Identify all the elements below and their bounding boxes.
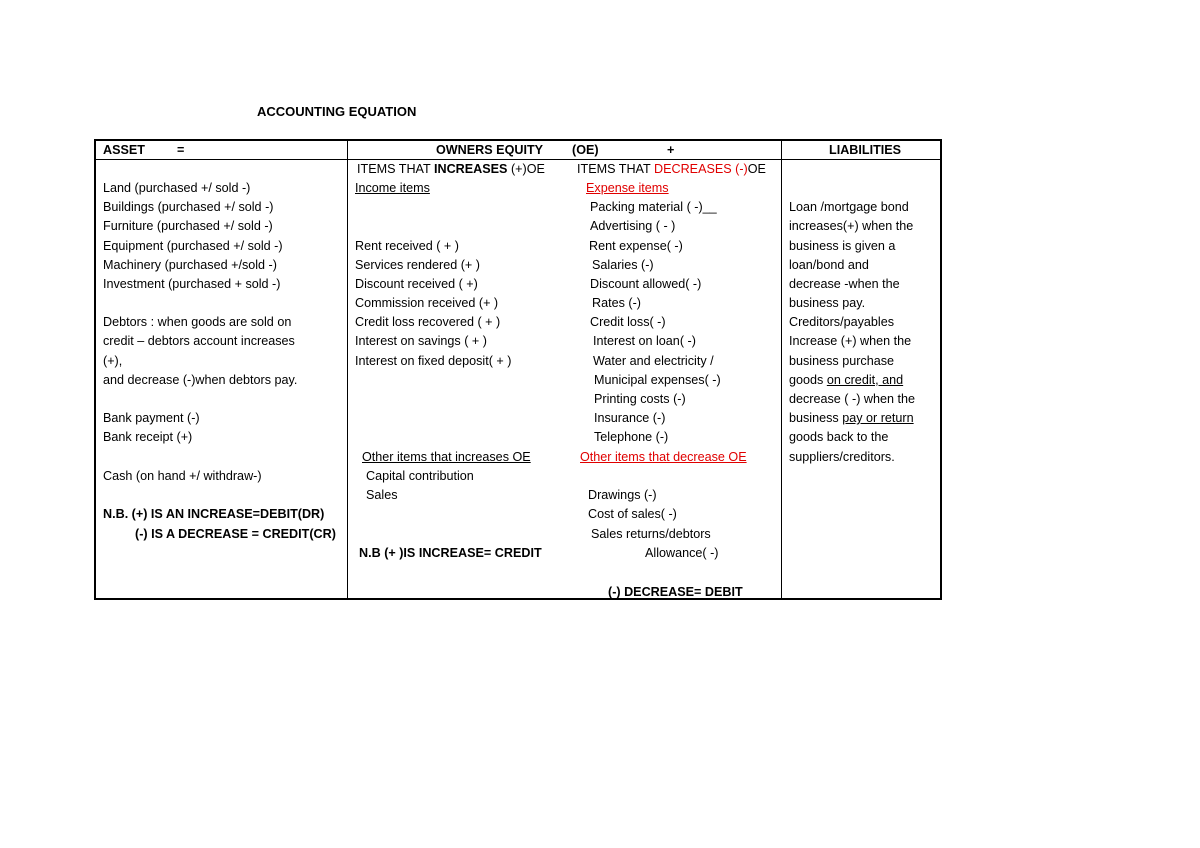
asset-nb-credit: (-) IS A DECREASE = CREDIT(CR) [135, 527, 336, 541]
header-asset: ASSET [103, 143, 145, 157]
debtors-text: credit – debtors account increases [103, 334, 295, 348]
liabilities-line: business purchase [789, 354, 895, 368]
expense-item: Salaries (-) [592, 258, 654, 272]
expense-item: Insurance (-) [594, 411, 666, 425]
asset-item: Furniture (purchased +/ sold -) [103, 219, 273, 233]
liabilities-line: business is given a [789, 239, 896, 253]
income-item: Interest on fixed deposit( + ) [355, 354, 512, 368]
other-increase-item: Capital contribution [366, 469, 474, 483]
expense-item: Municipal expenses( -) [594, 373, 721, 387]
liabilities-line: Increase (+) when the [789, 334, 912, 348]
debtors-text: Debtors : when goods are sold on [103, 315, 292, 329]
liabilities-line: goods back to the [789, 430, 889, 444]
liabilities-line: goods on credit, and [789, 373, 904, 387]
column-divider [781, 141, 782, 598]
header-oe: (OE) [572, 143, 599, 157]
income-item: Credit loss recovered ( + ) [355, 315, 501, 329]
expense-item: Rent expense( -) [589, 239, 683, 253]
asset-item: Investment (purchased + sold -) [103, 277, 281, 291]
expense-item: Water and electricity / [593, 354, 714, 368]
increase-heading: ITEMS THAT INCREASES (+)OE [357, 162, 545, 176]
expense-item: Credit loss( -) [590, 315, 666, 329]
other-increase-heading: Other items that increases OE [362, 450, 531, 464]
income-item: Discount received ( +) [355, 277, 478, 291]
other-increase-item: Sales [366, 488, 398, 502]
header-liabilities: LIABILITIES [829, 143, 902, 157]
expense-item: Advertising ( - ) [590, 219, 676, 233]
header-plus: + [667, 143, 675, 157]
other-decrease-item: Cost of sales( -) [588, 507, 677, 521]
other-decrease-item: Drawings (-) [588, 488, 657, 502]
liabilities-line: increases(+) when the [789, 219, 914, 233]
expense-item: Packing material ( -)__ [590, 200, 717, 214]
header-owners-equity: OWNERS EQUITY [436, 143, 544, 157]
expense-items-heading: Expense items [586, 181, 669, 195]
liabilities-line: Creditors/payables [789, 315, 894, 329]
liabilities-line: decrease -when the [789, 277, 900, 291]
income-item: Commission received (+ ) [355, 296, 499, 310]
expense-item: Rates (-) [592, 296, 641, 310]
expense-item: Discount allowed( -) [590, 277, 702, 291]
income-item: Rent received ( + ) [355, 239, 459, 253]
expense-item: Printing costs (-) [594, 392, 686, 406]
debtors-text: and decrease (-)when debtors pay. [103, 373, 298, 387]
asset-item: Land (purchased +/ sold -) [103, 181, 251, 195]
page-title: ACCOUNTING EQUATION [257, 104, 417, 119]
liabilities-line: Loan /mortgage bond [789, 200, 909, 214]
decrease-heading: ITEMS THAT DECREASES (-)OE [577, 162, 766, 176]
liabilities-line: decrease ( -) when the [789, 392, 915, 406]
asset-item: Buildings (purchased +/ sold -) [103, 200, 274, 214]
liabilities-line: business pay or return [789, 411, 914, 425]
income-item: Services rendered (+ ) [355, 258, 480, 272]
column-divider [347, 141, 348, 598]
cash-item: Cash (on hand +/ withdraw-) [103, 469, 262, 483]
income-items-heading: Income items [355, 181, 430, 195]
liabilities-line: business pay. [789, 296, 866, 310]
liabilities-line: loan/bond and [789, 258, 869, 272]
increase-nb: N.B (+ )IS INCREASE= CREDIT [359, 546, 542, 560]
debtors-text: (+), [103, 354, 123, 368]
expense-item: Telephone (-) [594, 430, 669, 444]
expense-item: Interest on loan( -) [593, 334, 696, 348]
header-equals: = [177, 143, 185, 157]
other-decrease-item: Sales returns/debtors [591, 527, 711, 541]
liabilities-line: suppliers/creditors. [789, 450, 895, 464]
other-decrease-item: Allowance( -) [645, 546, 719, 560]
asset-item: Machinery (purchased +/sold -) [103, 258, 277, 272]
decrease-nb: (-) DECREASE= DEBIT [608, 585, 743, 599]
other-decrease-heading: Other items that decrease OE [580, 450, 747, 464]
asset-item: Equipment (purchased +/ sold -) [103, 239, 283, 253]
income-item: Interest on savings ( + ) [355, 334, 487, 348]
bank-item: Bank payment (-) [103, 411, 200, 425]
bank-item: Bank receipt (+) [103, 430, 193, 444]
asset-nb-debit: N.B. (+) IS AN INCREASE=DEBIT(DR) [103, 507, 325, 521]
